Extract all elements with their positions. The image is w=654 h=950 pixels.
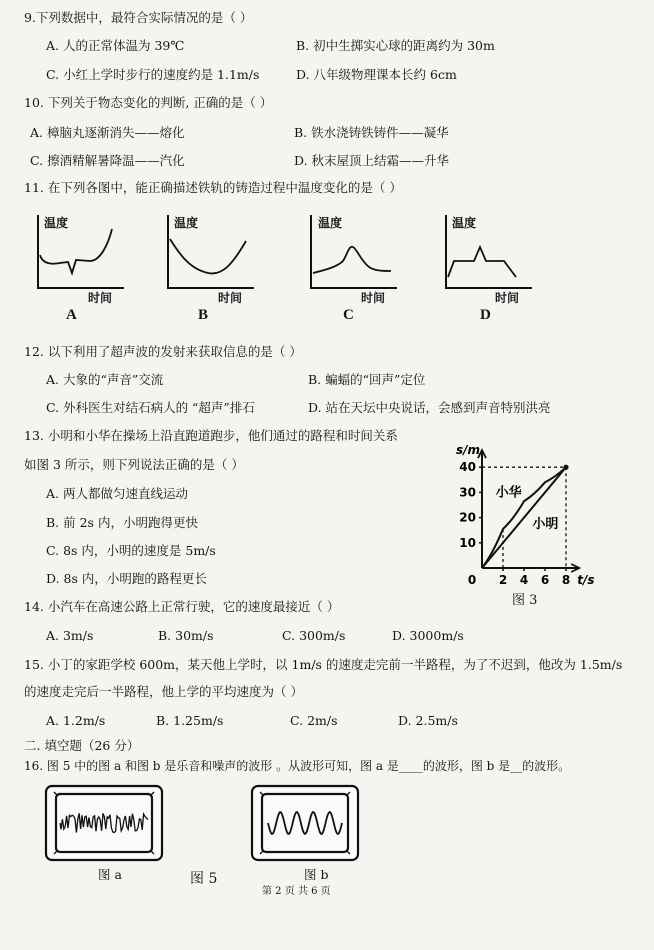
y-tick-label: 10 xyxy=(459,535,476,550)
q14-option-c: C. 300m/s xyxy=(282,628,346,643)
x-tick-label: 4 xyxy=(519,573,529,587)
page-footer: 第 2 页 共 6 页 xyxy=(262,886,331,897)
q14-option-b: B. 30m/s xyxy=(158,628,214,643)
q14-option-d: D. 3000m/s xyxy=(392,628,464,643)
graph-b-letter: B xyxy=(198,307,209,323)
x-tick-label: 0 xyxy=(467,573,477,587)
x-tick-label: 2 xyxy=(498,573,508,587)
graph-c-ylabel: 温度 xyxy=(318,216,343,230)
q9-option-a: A. 人的正常体温为 39℃ xyxy=(46,38,185,53)
y-axis-label: s/m xyxy=(456,443,481,458)
q13-option-c: C. 8s 内，小明的速度是 5m/s xyxy=(46,543,216,558)
graph-d xyxy=(438,215,538,295)
q13-option-a: A. 两人都做匀速直线运动 xyxy=(46,486,188,501)
figure-a-oscilloscope xyxy=(44,784,166,864)
q12-option-c: C. 外科医生对结石病人的 “超声”排石 xyxy=(46,400,255,415)
q14-stem: 14. 小汽车在高速公路上正常行驶，它的速度最接近（ ） xyxy=(24,599,340,614)
q10-option-d: D. 秋末屋顶上结霜——升华 xyxy=(294,153,450,168)
section-heading: 二. 填空题（26 分） xyxy=(24,738,140,753)
graph-b-ylabel: 温度 xyxy=(174,216,199,230)
x-tick-label: 8 xyxy=(561,573,571,587)
graph-a-ylabel: 温度 xyxy=(44,216,69,230)
figure-3-caption: 图 3 xyxy=(512,593,538,608)
x-tick-label: 6 xyxy=(540,573,550,587)
endpoint-dot xyxy=(563,465,568,470)
q15-stem-line2: 的速度走完后一半路程，他上学的平均速度为（ ） xyxy=(24,684,303,699)
x-axis-label: t/s xyxy=(577,573,595,587)
graph-d-ylabel: 温度 xyxy=(452,216,477,230)
graph-c xyxy=(303,215,403,295)
graph-b xyxy=(160,215,260,295)
q9-option-c: C. 小红上学时步行的速度约是 1.1m/s xyxy=(46,67,260,82)
q13-stem-line2: 如图 3 所示，则下列说法正确的是（ ） xyxy=(24,457,244,472)
graph-d-xlabel: 时间 xyxy=(495,291,520,305)
q12-stem: 12. 以下利用了超声波的发射来获取信息的是（ ） xyxy=(24,344,302,359)
graph-a-letter: A xyxy=(66,307,77,323)
y-tick-label: 20 xyxy=(459,510,476,525)
q12-option-a: A. 大象的“声音”交流 xyxy=(46,372,164,387)
figure-3-chart xyxy=(440,430,620,595)
graph-a xyxy=(30,215,130,295)
y-tick-label: 40 xyxy=(459,460,476,475)
q15-option-c: C. 2m/s xyxy=(290,713,338,728)
graph-c-xlabel: 时间 xyxy=(361,291,386,305)
q10-option-a: A. 樟脑丸逐渐消失——熔化 xyxy=(30,125,185,140)
q14-option-a: A. 3m/s xyxy=(46,628,94,643)
q15-stem-line1: 15. 小丁的家距学校 600m，某天他上学时，以 1m/s 的速度走完前一半路程，为了不迟到，他改为 1.5m/s xyxy=(24,657,623,672)
graph-b-xlabel: 时间 xyxy=(218,291,243,305)
figure-5-caption: 图 5 xyxy=(190,871,218,887)
q13-option-b: B. 前 2s 内，小明跑得更快 xyxy=(46,515,198,530)
q10-option-b: B. 铁水浇铸铁铸件——凝华 xyxy=(294,125,449,140)
q13-stem-line1: 13. 小明和小华在操场上沿直跑道跑步，他们通过的路程和时间关系 xyxy=(24,428,398,443)
figure-a-caption: 图 a xyxy=(98,867,122,882)
q15-option-b: B. 1.25m/s xyxy=(156,713,224,728)
q9-option-b: B. 初中生掷实心球的距离约为 30m xyxy=(296,38,495,53)
q13-option-d: D. 8s 内，小明跑的路程更长 xyxy=(46,571,207,586)
q15-option-a: A. 1.2m/s xyxy=(46,713,106,728)
y-tick-label: 30 xyxy=(459,485,476,500)
graph-d-letter: D xyxy=(480,307,491,323)
figure-b-oscilloscope xyxy=(250,784,362,864)
q16-stem: 16. 图 5 中的图 a 和图 b 是乐音和噪声的波形 。从波形可知，图 a 是____的波形，图 b 是__的波形。 xyxy=(24,759,571,773)
q15-option-d: D. 2.5m/s xyxy=(398,713,458,728)
q11-stem: 11. 在下列各图中，能正确描述铁轨的铸造过程中温度变化的是（ ） xyxy=(24,180,402,195)
series-label-xiaohua: 小华 xyxy=(495,485,522,501)
series-label-xiaoming: 小明 xyxy=(532,516,559,532)
q10-option-c: C. 擦酒精解暑降温——汽化 xyxy=(30,153,185,168)
graph-c-letter: C xyxy=(343,307,354,323)
graph-a-xlabel: 时间 xyxy=(88,291,113,305)
q12-option-b: B. 蝙蝠的“回声”定位 xyxy=(308,372,426,387)
q9-stem: 9.下列数据中，最符合实际情况的是（ ） xyxy=(24,10,253,25)
q10-stem: 10. 下列关于物态变化的判断, 正确的是（ ） xyxy=(24,95,273,110)
q12-option-d: D. 站在天坛中央说话，会感到声音特别洪亮 xyxy=(308,400,551,415)
figure-b-caption: 图 b xyxy=(304,867,329,882)
q9-option-d: D. 八年级物理课本长约 6cm xyxy=(296,67,457,82)
